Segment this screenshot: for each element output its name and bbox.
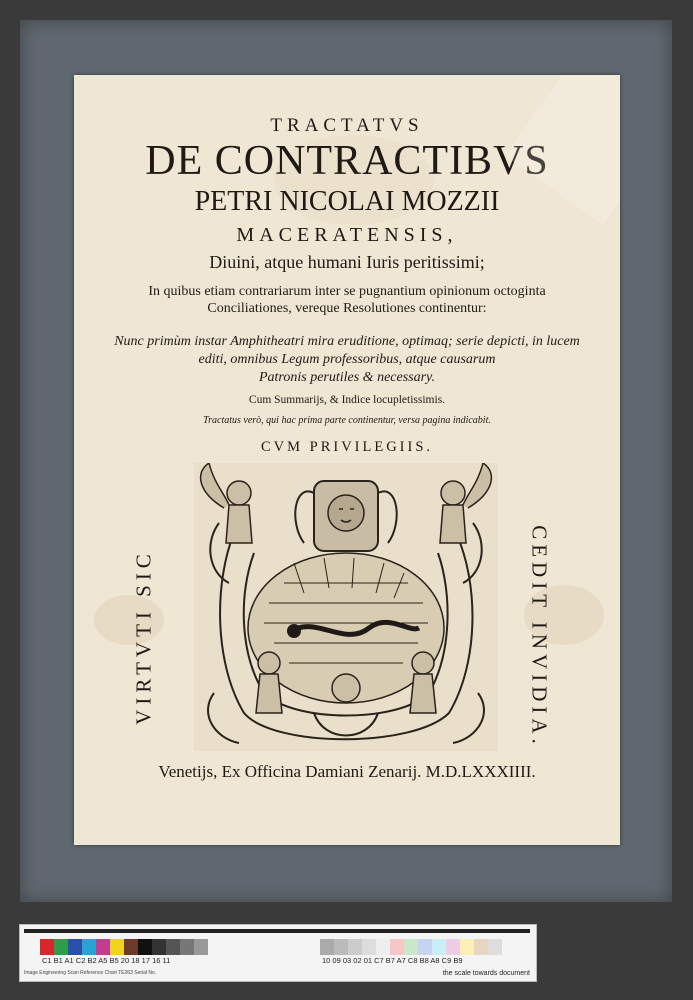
left-swatch-7: [138, 939, 152, 955]
imprint-line: Venetijs, Ex Officina Damiani Zenarij. M.D.LXXXIIII.: [158, 762, 536, 781]
motto-left: VIRTVTI SIC: [131, 549, 156, 725]
right-swatch-9: [446, 939, 460, 955]
left-swatch-8: [152, 939, 166, 955]
swatch-codes-right: 10 09 03 02 01 C7 B7 A7 C8 B8 A8 C9 B9: [322, 956, 463, 965]
right-swatch-0: [320, 939, 334, 955]
description-line-1: Nunc primùm instar Amphitheatri mira eruditione, optimaq; serie depicti, in lucem: [114, 334, 580, 349]
chart-fine-print: Image Engineering Scan Reference Chart TE263 Serial No.: [24, 970, 157, 976]
title-line-de-contractibus: DE CONTRACTIBVS: [145, 138, 549, 184]
right-swatch-10: [460, 939, 474, 955]
left-swatch-10: [180, 939, 194, 955]
motto-right: CEDIT INVIDIA.: [527, 525, 552, 749]
description-line-3: Patronis perutiles & necessary.: [258, 370, 436, 385]
left-swatch-3: [82, 939, 96, 955]
right-swatch-4: [376, 939, 390, 955]
author-description: Diuini, atque humani Iuris peritissimi;: [209, 252, 485, 272]
left-swatch-2: [68, 939, 82, 955]
left-swatch-11: [194, 939, 208, 955]
right-swatch-8: [432, 939, 446, 955]
printers-device-emblem: [194, 463, 498, 751]
left-swatch-9: [166, 939, 180, 955]
scale-ruler: [24, 929, 530, 933]
color-swatches-right: [320, 939, 502, 955]
author-origin: MACERATENSIS,: [236, 224, 458, 246]
right-swatch-1: [334, 939, 348, 955]
color-swatches-left: [40, 939, 208, 955]
left-swatch-4: [96, 939, 110, 955]
right-swatch-2: [348, 939, 362, 955]
left-swatch-6: [124, 939, 138, 955]
right-swatch-7: [418, 939, 432, 955]
left-swatch-5: [110, 939, 124, 955]
scale-note: the scale towards document: [442, 970, 530, 977]
color-calibration-target: [19, 924, 537, 982]
left-swatch-1: [54, 939, 68, 955]
subtitle-line-1: In quibus etiam contrariarum inter se pugnantium opinionum octoginta: [148, 284, 546, 299]
right-swatch-11: [474, 939, 488, 955]
author-name: PETRI NICOLAI MOZZII: [194, 186, 500, 217]
right-swatch-3: [362, 939, 376, 955]
right-swatch-6: [404, 939, 418, 955]
summary-note: Cum Summarijs, & Indice locupletissimis.: [248, 394, 446, 406]
description-line-2: editi, omnibus Legum professoribus, atque causarum: [198, 352, 496, 367]
subtitle-line-2: Conciliationes, vereque Resolutiones continentur:: [207, 301, 487, 316]
title-line-tractatus: TRACTATVS: [270, 115, 424, 136]
right-swatch-12: [488, 939, 502, 955]
contents-note: Tractatus verò, qui hac prima parte continentur, versa pagina indicabit.: [203, 415, 491, 426]
left-swatch-0: [40, 939, 54, 955]
privilege-line: CVM PRIVILEGIIS.: [260, 439, 434, 455]
swatch-codes-left: C1 B1 A1 C2 B2 A5 B5 20 18 17 16 11: [42, 956, 171, 965]
right-swatch-5: [390, 939, 404, 955]
title-page: [74, 75, 620, 845]
